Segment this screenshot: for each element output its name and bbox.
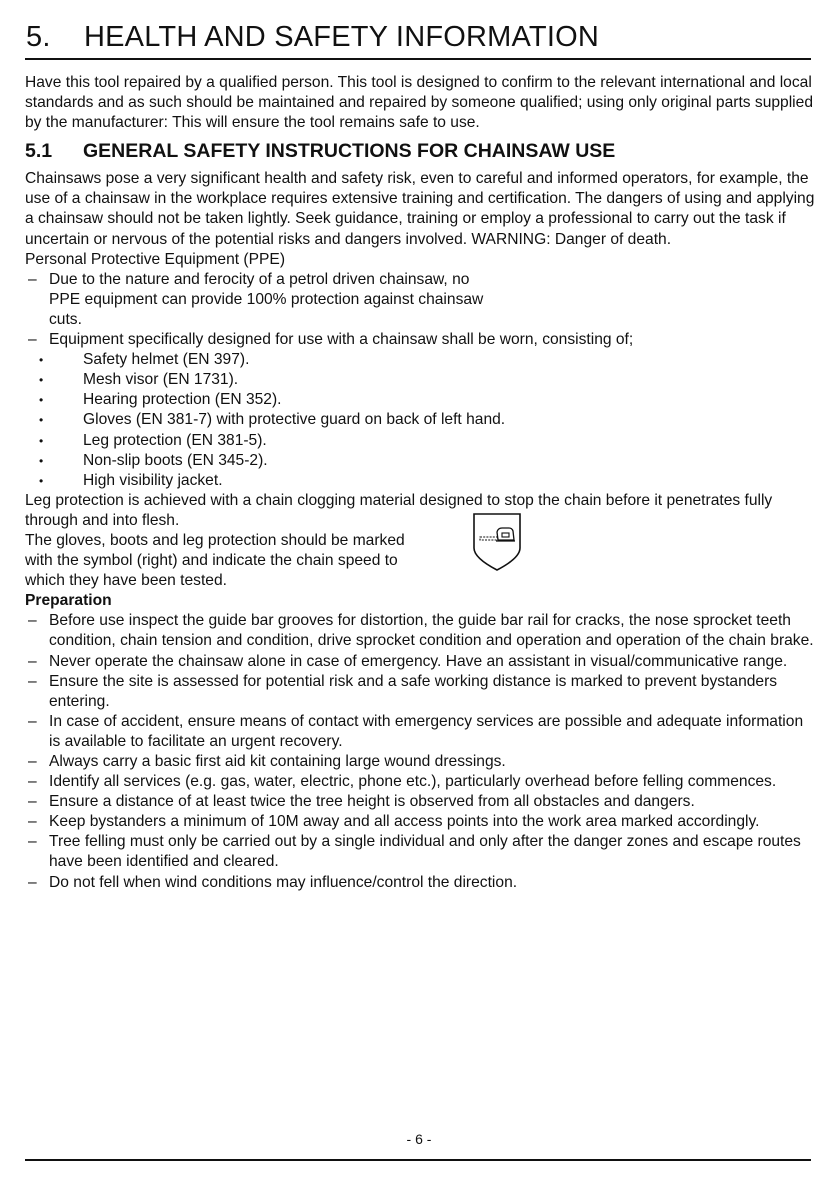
marking-line: with the symbol (right) and indicate the chain speed to: [25, 552, 398, 570]
chapter-title: HEALTH AND SAFETY INFORMATION: [84, 21, 599, 53]
chainsaw-protection-icon: [471, 512, 523, 572]
ppe-label: Personal Protective Equipment (PPE): [25, 250, 286, 268]
heading-rule: [25, 58, 811, 60]
chapter-heading: [26, 19, 599, 55]
list-item: – Always carry a basic first aid kit containing large wound dressings.: [25, 752, 816, 772]
preparation-list: [25, 611, 816, 892]
list-item: – Ensure a distance of at least twice the tree height is observed from all obstacles and dangers.: [25, 792, 816, 812]
preparation-heading: Preparation: [25, 592, 112, 610]
marking-line: which they have been tested.: [25, 572, 227, 590]
page-number: - 6 -: [406, 1131, 432, 1147]
footer-rule: [25, 1159, 811, 1161]
list-item: – Do not fell when wind conditions may influence/control the direction.: [25, 873, 816, 893]
list-item: • Mesh visor (EN 1731).: [25, 370, 816, 390]
section-heading: [25, 139, 816, 163]
marking-block: [25, 491, 816, 591]
list-item: • High visibility jacket.: [25, 471, 816, 491]
list-item: – Equipment specifically designed for use with a chainsaw shall be worn, consisting of;: [25, 330, 816, 350]
warning-paragraph: Chainsaws pose a very significant health and safety risk, even to careful and informed operators, for example, the use of a chainsaw in the workplace requires extensive training and certification. The dangers of using and applying a chainsaw should not be taken lightly. Seek guidance, training or employ a professional to carry out the task if uncertain or nervous of the potential risks and dangers involved. WARNING: Danger of death.: [25, 170, 815, 248]
list-item: – Due to the nature and ferocity of a petrol driven chainsaw, no PPE equipment can provide 100% protection against chainsaw cuts.: [25, 270, 489, 330]
list-item: – Never operate the chainsaw alone in case of emergency. Have an assistant in visual/communicative range.: [25, 652, 816, 672]
page-body: [25, 73, 816, 893]
leg-protection-paragraph: Leg protection is achieved with a chain clogging material designed to stop the chain before it penetrates fully through and into flesh.: [25, 491, 773, 529]
list-item: – Identify all services (e.g. gas, water, electric, phone etc.), particularly overhead before felling commences.: [25, 772, 816, 792]
list-item: – Ensure the site is assessed for potential risk and a safe working distance is marked to prevent bystanders entering.: [25, 672, 816, 712]
list-item: • Leg protection (EN 381-5).: [25, 431, 816, 451]
list-item: – Tree felling must only be carried out by a single individual and only after the danger zones and escape routes have been identified and cleared.: [25, 832, 816, 872]
list-item: • Non-slip boots (EN 345-2).: [25, 451, 816, 471]
chapter-number: 5.: [26, 21, 51, 53]
list-item: • Hearing protection (EN 352).: [25, 390, 816, 410]
list-item: • Safety helmet (EN 397).: [25, 350, 816, 370]
list-item: – Before use inspect the guide bar grooves for distortion, the guide bar rail for cracks, the nose sprocket teeth condition, chain tension and condition, drive sprocket condition and operation and operation of the chain brake.: [25, 611, 816, 651]
list-item: • Gloves (EN 381-7) with protective guard on back of left hand.: [25, 410, 816, 430]
section-number: 5.1: [25, 140, 53, 163]
list-item: – In case of accident, ensure means of contact with emergency services are possible and adequate information is available to facilitate an urgent recovery.: [25, 712, 816, 752]
intro-paragraph: Have this tool repaired by a qualified person. This tool is designed to confirm to the relevant international and local standards and as such should be maintained and repaired by someone qualified; using only original parts supplied by the manufacturer: This will ensure the tool remains safe to use.: [25, 74, 813, 132]
equipment-list: [25, 350, 816, 491]
ppe-list: [25, 270, 816, 350]
list-item: – Keep bystanders a minimum of 10M away and all access points into the work area marked accordingly.: [25, 812, 816, 832]
marking-line: The gloves, boots and leg protection should be marked: [25, 531, 405, 549]
section-title: GENERAL SAFETY INSTRUCTIONS FOR CHAINSAW USE: [83, 140, 616, 163]
